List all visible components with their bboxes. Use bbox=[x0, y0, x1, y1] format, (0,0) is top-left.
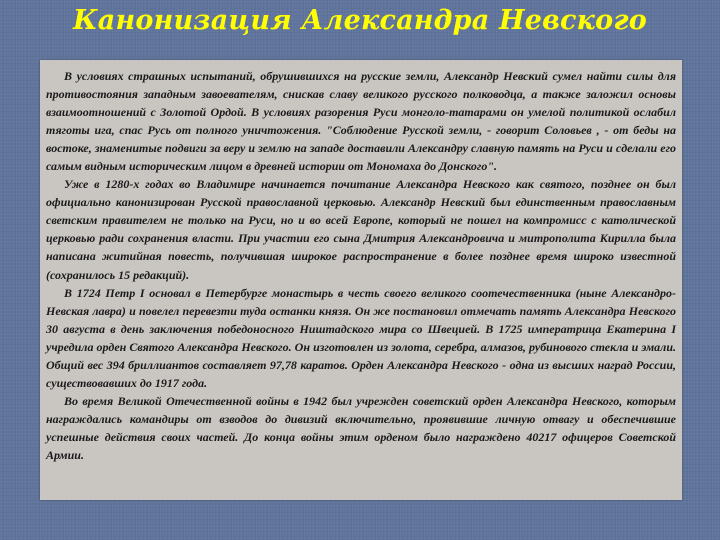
paragraph-2: Уже в 1280-х годах во Владимире начинается почитание Александра Невского как святого, позднее он был официально канонизирован Русской православной церковью. Александр Невский был единственным православным светским правителем не только на Руси, но и во всей Европе, который не пошел на компромисс с католической церковью ради сохранения власти. При участии его сына Дмитрия Александровича и митрополита Кирилла была написана житийная повесть, получившая широкое распространение в более позднее время широко известной (сохранилось 15 редакций). bbox=[46, 177, 676, 282]
body-text bbox=[40, 60, 682, 464]
paragraph-4: Во время Великой Отечественной войны в 1942 был учрежден советский орден Александра Невского, которым награждались командиры от взводов до дивизий включительно, проявившие личную отвагу и обеспечившие успешные действия своих частей. До конца войны этим орденом было награждено 40217 офицеров Советской Армии. bbox=[46, 393, 676, 462]
paragraph-3: В 1724 Петр I основал в Петербурге монастырь в честь своего великого соотечественника (ныне Александро-Невская лавра) и повелел перевезти туда останки князя. Он же постановил отмечать память Александра Невского 30 августа в день заключения победоносного Ништадского мира со Швецией. В 1725 императрица Екатерина I учредила орден Святого Александра Невского. Он изготовлен из золота, серебра, алмазов, рубинового стекла и эмали. Общий вес 394 бриллиантов составляет 97,78 каратов. Орден Александра Невского - одна из высших наград России, существовавших до 1917 года. bbox=[46, 285, 676, 390]
paragraph-1: В условиях страшных испытаний, обрушившихся на русские земли, Александр Невский сумел найти силы для противостояния западным завоевателям, снискав славу великого русского полководца, а также заложил основы взаимоотношений с Золотой Ордой. В условиях разорения Руси монголо-татарами он умелой политикой ослабил тяготы ига, спас Русь от полного уничтожения. "Соблюдение Русской земли, - говорит Соловьев , - от беды на востоке, знаменитые подвиги за веру и землю на западе доставили Александру славную память на Руси и сделали его самым видным историческим лицом в древней истории от Мономаха до Донского". bbox=[46, 69, 676, 174]
text-box bbox=[40, 60, 682, 500]
slide-title: Канонизация Александра Невского bbox=[73, 5, 647, 36]
